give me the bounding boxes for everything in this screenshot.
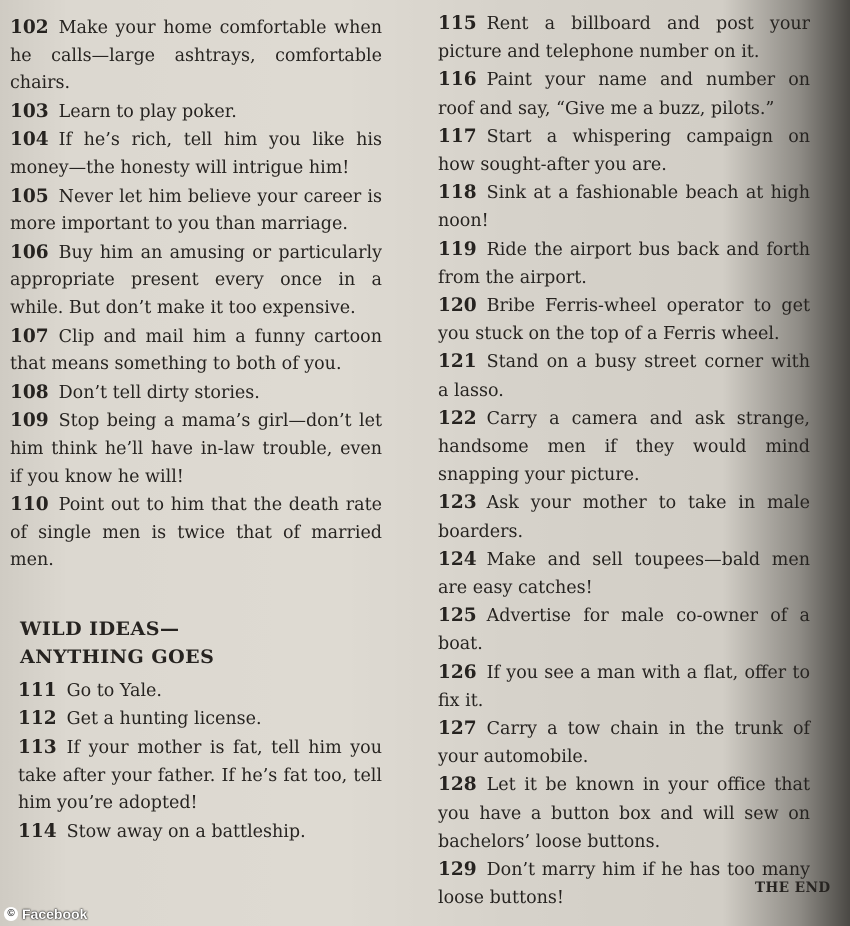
- right-column: [438, 10, 810, 913]
- item-text: Stop being a mama’s girl—don’t let him think he’ll have in-law trouble, even if you know he will!: [10, 411, 382, 487]
- wild-ideas-list: [10, 677, 382, 847]
- item-number: 116: [438, 69, 477, 91]
- item-text: If your mother is fat, tell him you take after your father. If he’s fat too, tell him you’re adopted!: [18, 738, 382, 814]
- list-item: [438, 348, 810, 404]
- item-text: Sink at a fashionable beach at high noon!: [438, 183, 810, 232]
- left-column: [10, 14, 382, 846]
- item-text: Don’t marry him if he has too many loose buttons!: [438, 860, 810, 909]
- item-text: If he’s rich, tell him you like his money—the honesty will intrigue him!: [10, 130, 382, 178]
- item-number: 118: [438, 182, 477, 204]
- item-text: Clip and mail him a funny cartoon that means something to both of you.: [10, 326, 382, 375]
- list-item: [18, 705, 382, 734]
- list-item: [10, 379, 382, 408]
- item-number: 104: [10, 129, 49, 151]
- item-text: Never let him believe your career is more important to you than marriage.: [10, 186, 382, 235]
- item-text: Make your home comfortable when he calls—large ashtrays, comfortable chairs.: [10, 18, 382, 94]
- list-item: [18, 818, 382, 847]
- list-item: [438, 659, 810, 715]
- list-item: [10, 239, 382, 323]
- item-text: Don’t tell dirty stories.: [58, 382, 260, 403]
- item-number: 119: [438, 238, 477, 260]
- item-text: Advertise for male co-owner of a boat.: [438, 606, 810, 655]
- item-number: 117: [438, 125, 477, 147]
- item-text: Stow away on a battleship.: [66, 821, 306, 842]
- item-text: If you see a man with a flat, offer to fix it.: [438, 662, 810, 711]
- list-item: [438, 123, 810, 179]
- item-text: Ride the airport bus back and forth from the airport.: [438, 239, 810, 288]
- item-number: 121: [438, 351, 477, 373]
- item-number: 110: [10, 494, 49, 516]
- item-number: 108: [10, 381, 49, 403]
- camera-icon: ©: [4, 907, 18, 921]
- list-item: [10, 491, 382, 575]
- list-item: [438, 715, 810, 771]
- item-text: Ask your mother to take in male boarders.: [438, 493, 810, 542]
- list-item: [10, 407, 382, 491]
- item-number: 113: [18, 737, 57, 759]
- item-text: Carry a camera and ask strange, handsome men if they would mind snapping your picture.: [438, 408, 810, 486]
- photo-credit: [4, 904, 87, 924]
- item-text: Make and sell toupees—bald men are easy catches!: [438, 549, 810, 599]
- list-item: [10, 126, 382, 182]
- item-number: 114: [18, 820, 57, 842]
- item-number: 122: [438, 407, 477, 429]
- list-item: [438, 489, 810, 545]
- item-number: 115: [438, 13, 477, 34]
- item-text: Go to Yale.: [66, 680, 162, 701]
- item-number: 107: [10, 325, 49, 347]
- list-item: [438, 602, 810, 658]
- item-number: 106: [10, 241, 49, 263]
- list-item: [10, 98, 382, 127]
- item-number: 129: [438, 859, 477, 881]
- list-item: [438, 546, 810, 602]
- item-number: 105: [10, 185, 49, 207]
- list-item: [18, 677, 382, 706]
- item-text: Buy him an amusing or particularly appropriate present every once in a while. But don’t make it too expensive.: [10, 242, 382, 318]
- item-text: Stand on a busy street corner with a lasso.: [438, 352, 810, 401]
- item-text: Learn to play poker.: [58, 101, 237, 122]
- item-text: Paint your name and number on roof and say, “Give me a buzz, pilots.”: [438, 70, 810, 119]
- list-item: [18, 734, 382, 818]
- item-number: 126: [438, 661, 477, 683]
- item-number: 103: [10, 100, 49, 122]
- list-item: [438, 771, 810, 856]
- item-text: Rent a billboard and post your picture and telephone number on it.: [438, 14, 810, 63]
- item-text: Get a hunting license.: [66, 709, 262, 730]
- item-number: 102: [10, 17, 49, 38]
- item-number: 120: [438, 295, 477, 317]
- item-text: Let it be known in your office that you have a button box and will sew on bachelors’ loose buttons.: [438, 775, 810, 852]
- section-heading: [20, 615, 382, 671]
- list-item: [438, 405, 810, 490]
- list-item: [10, 323, 382, 379]
- list-item: [438, 10, 810, 66]
- item-text: Bribe Ferris-wheel operator to get you stuck on the top of a Ferris wheel.: [438, 296, 810, 345]
- the-end-label: THE END: [755, 880, 831, 896]
- item-text: Start a whispering campaign on how sought-after you are.: [438, 126, 810, 176]
- item-number: 112: [18, 708, 57, 730]
- item-number: 125: [438, 605, 477, 627]
- item-number: 111: [18, 679, 57, 701]
- list-item: [438, 292, 810, 348]
- left-item-list: [10, 14, 382, 575]
- item-text: Carry a tow chain in the trunk of your automobile.: [438, 719, 810, 768]
- item-number: 109: [10, 410, 49, 432]
- list-item: [10, 183, 382, 239]
- section-heading-line-2: ANYTHING GOES: [20, 645, 215, 668]
- item-number: 123: [438, 492, 477, 514]
- item-text: Point out to him that the death rate of single men is twice that of married men.: [10, 495, 382, 571]
- list-item: [10, 14, 382, 98]
- item-number: 128: [438, 774, 477, 796]
- list-item: [438, 179, 810, 235]
- item-number: 127: [438, 718, 477, 740]
- credit-label: Facebook: [22, 906, 88, 922]
- item-number: 124: [438, 548, 477, 570]
- list-item: [438, 66, 810, 122]
- list-item: [438, 236, 810, 292]
- section-heading-line-1: WILD IDEAS—: [20, 617, 180, 640]
